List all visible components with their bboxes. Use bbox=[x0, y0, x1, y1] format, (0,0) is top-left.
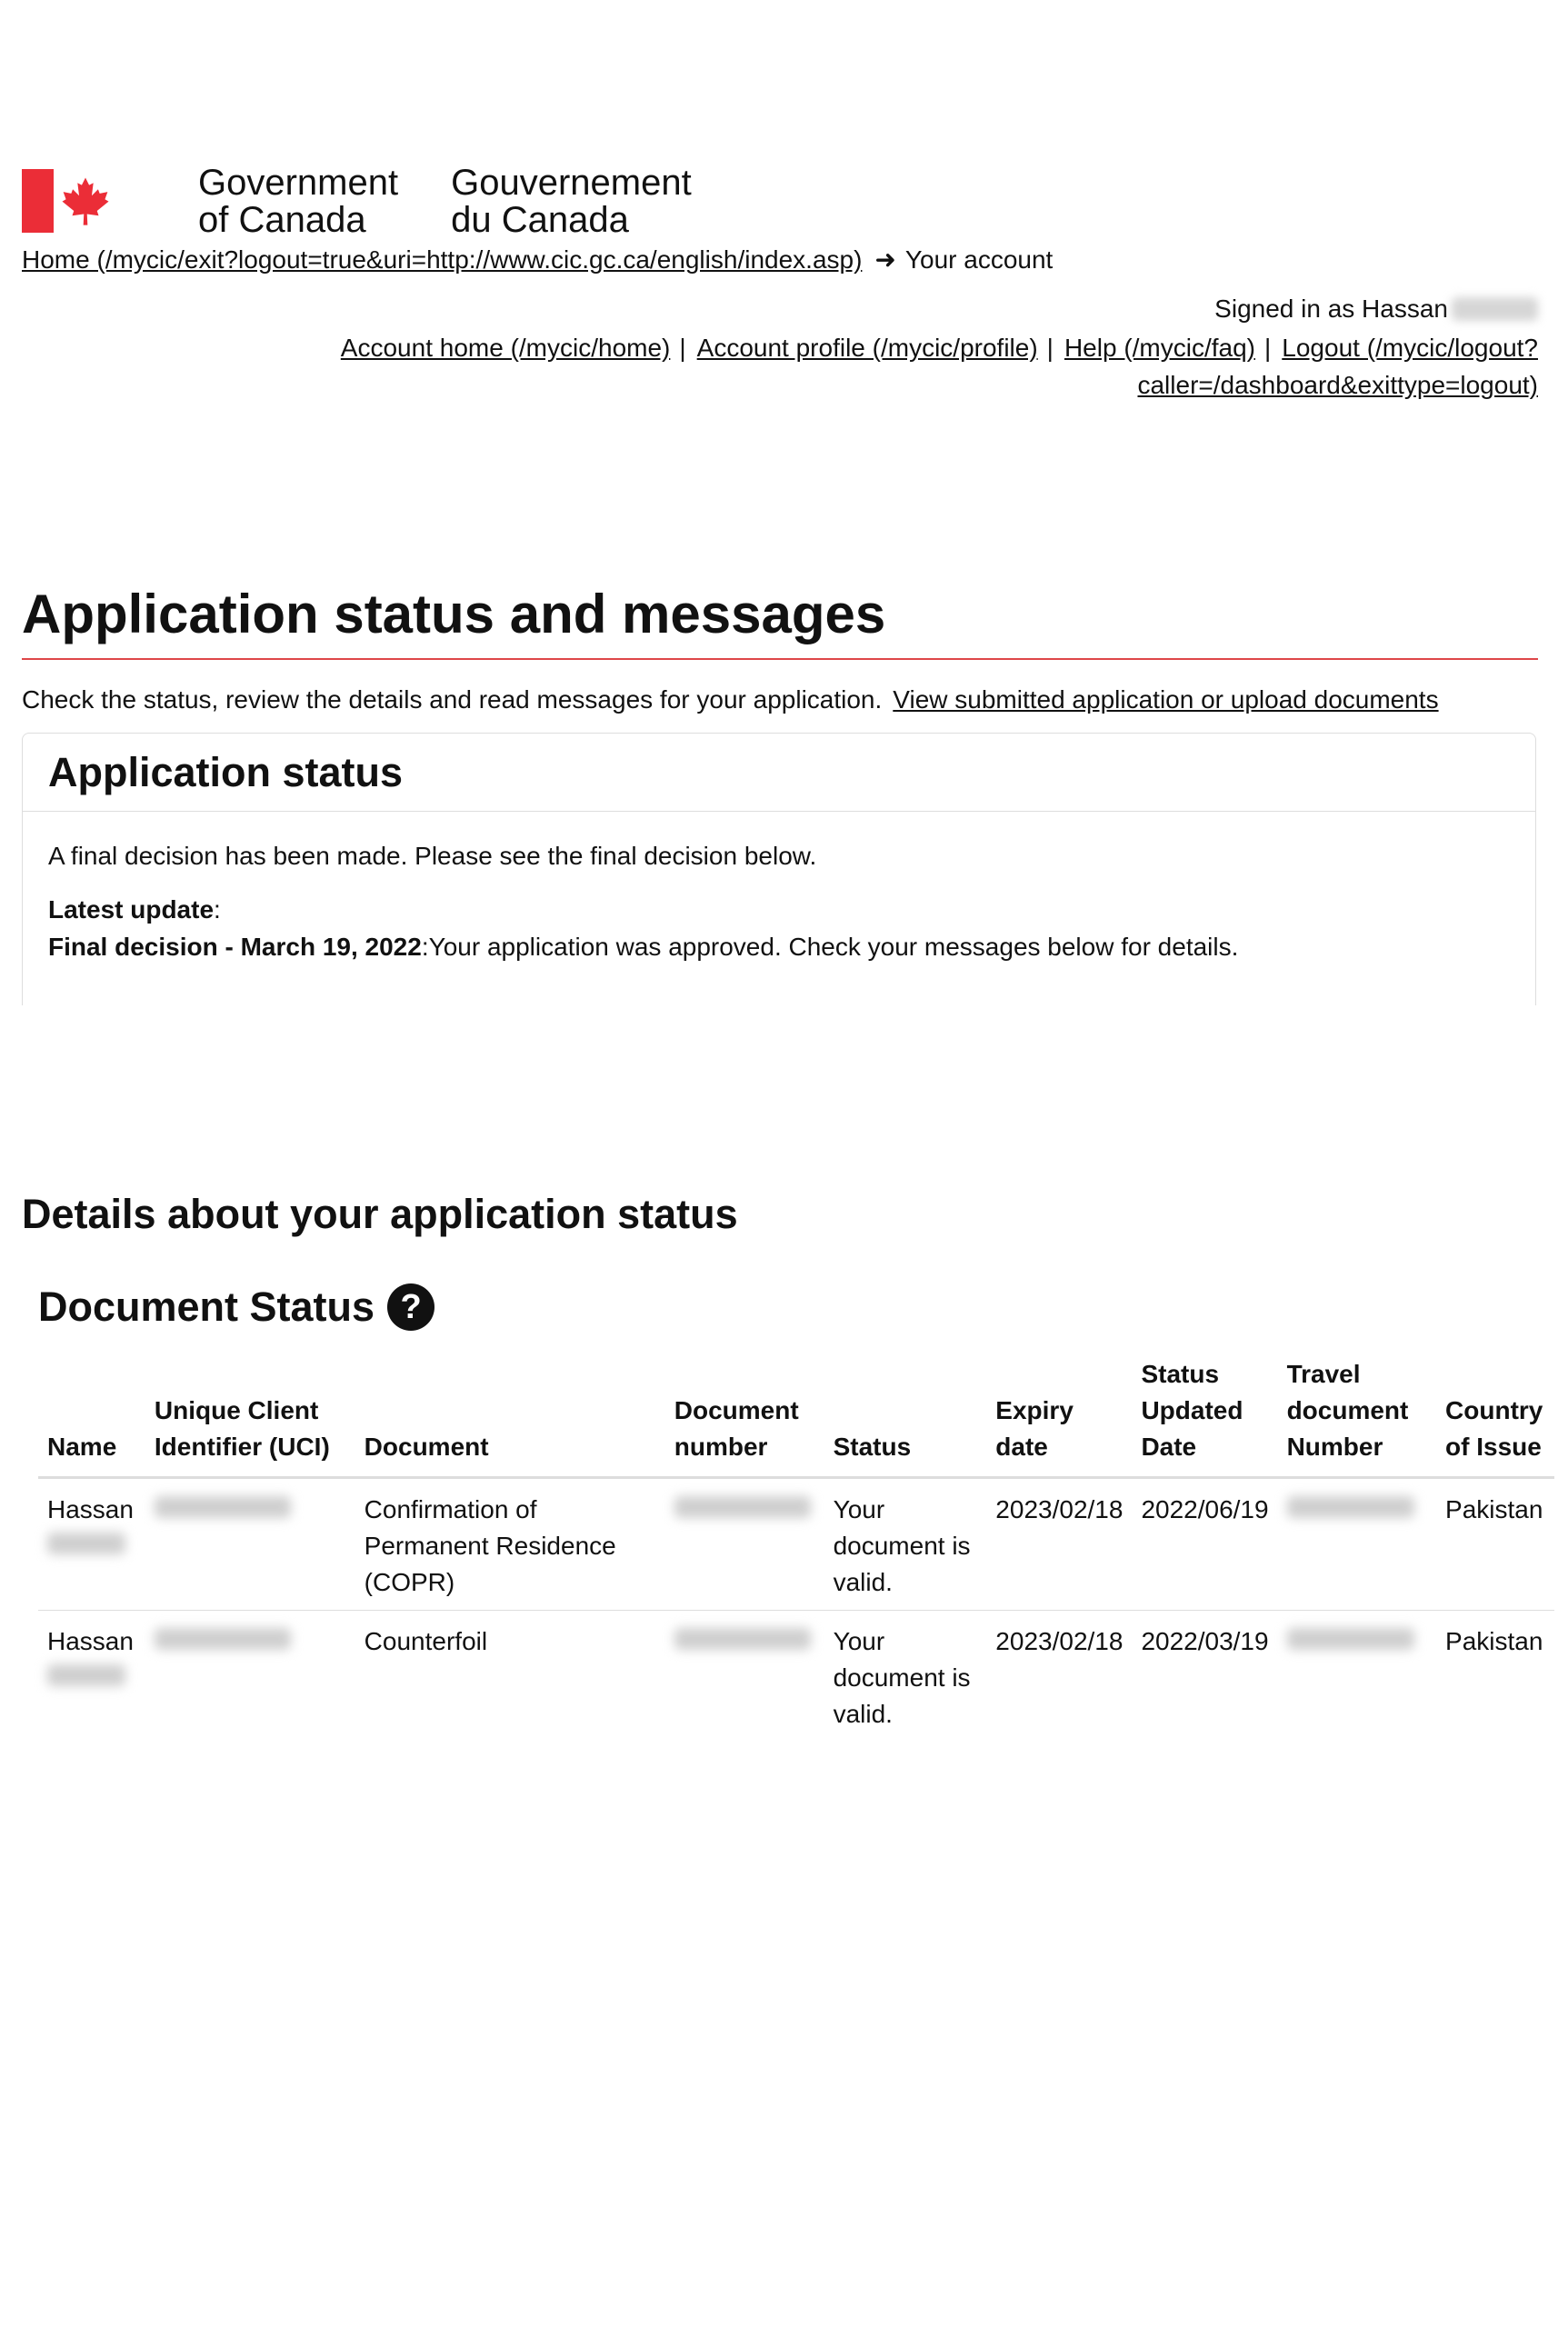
cell-expiry: 2023/02/18 bbox=[995, 1627, 1124, 1655]
table-header-row bbox=[38, 1356, 1554, 1479]
cell-document: Confirmation of Permanent Residence (COPR) bbox=[355, 1479, 665, 1611]
header-travel-document: Travel document Number bbox=[1278, 1356, 1436, 1479]
cell-document-number bbox=[665, 1479, 824, 1611]
redacted-value bbox=[1287, 1628, 1414, 1650]
cell-status-updated: 2022/03/19 bbox=[1141, 1627, 1269, 1655]
canada-flag bbox=[22, 169, 149, 233]
redacted-value bbox=[155, 1628, 291, 1650]
details-heading: Details about your application status bbox=[22, 1191, 738, 1237]
gov-en-line2: of Canada bbox=[198, 200, 366, 240]
application-status-panel bbox=[22, 733, 1536, 1005]
gov-en-line1: Government bbox=[198, 163, 399, 203]
cell-expiry: 2023/02/18 bbox=[986, 1479, 1132, 1611]
redacted-value bbox=[674, 1496, 811, 1518]
redacted-value bbox=[47, 1664, 125, 1686]
account-profile-link[interactable]: Account profile (/mycic/profile) bbox=[696, 334, 1038, 362]
final-decision-line bbox=[48, 928, 1510, 965]
redacted-value bbox=[674, 1628, 811, 1650]
government-signature bbox=[22, 160, 692, 244]
cell-country: Pakistan bbox=[1436, 1479, 1554, 1611]
latest-update-line bbox=[48, 891, 1510, 928]
redacted-value bbox=[155, 1496, 291, 1518]
breadcrumb-home-link[interactable]: Home (/mycic/exit?logout=true&uri=http://www.cic.gc.ca/english/index.asp) bbox=[22, 245, 863, 274]
nav-separator: | bbox=[1046, 334, 1054, 362]
panel-body bbox=[23, 812, 1535, 965]
redacted-surname bbox=[1452, 297, 1538, 321]
signed-in-info bbox=[1214, 293, 1538, 325]
cell-name bbox=[38, 1479, 145, 1611]
cell-travel-document bbox=[1278, 1611, 1436, 1742]
account-home-link[interactable]: Account home (/mycic/home) bbox=[340, 334, 671, 362]
signed-in-label: Signed in as Hassan bbox=[1214, 295, 1448, 323]
title-divider bbox=[22, 658, 1538, 660]
nav-separator: | bbox=[1264, 334, 1272, 362]
cell-status: Your document is valid. bbox=[833, 1627, 971, 1728]
application-status-heading: Application status bbox=[48, 749, 404, 795]
cell-document: Counterfoil bbox=[364, 1627, 488, 1655]
header-uci: Unique Client Identifier (UCI) bbox=[145, 1356, 355, 1479]
page-title: Application status and messages bbox=[22, 584, 886, 644]
name-first: Hassan bbox=[47, 1495, 134, 1523]
breadcrumb-current: Your account bbox=[904, 245, 1054, 274]
header-document-number: Document number bbox=[665, 1356, 824, 1479]
table-row bbox=[38, 1611, 1554, 1742]
logout-link[interactable]: Logout (/mycic/logout?caller=/dashboard&exittype=logout) bbox=[1137, 334, 1538, 399]
latest-update-colon: : bbox=[214, 895, 221, 924]
gov-fr-line2: du Canada bbox=[451, 200, 629, 240]
question-circle-icon[interactable]: ? bbox=[387, 1283, 434, 1331]
header-status: Status bbox=[824, 1356, 987, 1479]
header-name: Name bbox=[38, 1356, 145, 1479]
cell-status-updated: 2022/06/19 bbox=[1132, 1479, 1277, 1611]
cell-status: Your document is valid. bbox=[824, 1479, 987, 1611]
header-country: Country of Issue bbox=[1436, 1356, 1554, 1479]
header-document: Document bbox=[355, 1356, 665, 1479]
help-link[interactable]: Help (/mycic/faq) bbox=[1064, 334, 1255, 362]
redacted-value bbox=[1287, 1496, 1414, 1518]
document-status-title: Document Status bbox=[38, 1283, 375, 1330]
intro-text bbox=[22, 684, 1439, 716]
final-decision-label: Final decision - March 19, 2022 bbox=[48, 933, 422, 961]
header-status-updated: Status Updated Date bbox=[1132, 1356, 1277, 1479]
cell-country: Pakistan bbox=[1445, 1627, 1543, 1655]
gov-name-french bbox=[451, 165, 692, 239]
latest-update-label: Latest update bbox=[48, 895, 215, 924]
breadcrumb bbox=[22, 244, 1053, 276]
arrow-right-icon: ➜ bbox=[874, 245, 896, 274]
decision-text: A final decision has been made. Please see the final decision below. bbox=[48, 842, 817, 870]
cell-document-number bbox=[665, 1611, 824, 1742]
intro-description: Check the status, review the details and read messages for your application. bbox=[22, 685, 883, 714]
account-nav bbox=[265, 329, 1538, 404]
gov-name-english bbox=[198, 165, 398, 239]
cell-uci bbox=[145, 1611, 355, 1742]
table-row bbox=[38, 1479, 1554, 1611]
gov-fr-line1: Gouvernement bbox=[451, 163, 692, 203]
cell-uci bbox=[145, 1479, 355, 1611]
redacted-value bbox=[47, 1533, 125, 1554]
final-decision-text: :Your application was approved. Check your messages below for details. bbox=[421, 933, 1239, 961]
nav-separator: | bbox=[679, 334, 686, 362]
document-status-heading bbox=[38, 1282, 434, 1333]
cell-travel-document bbox=[1278, 1479, 1436, 1611]
document-status-table bbox=[38, 1356, 1554, 1742]
view-submitted-application-link[interactable]: View submitted application or upload documents bbox=[893, 685, 1439, 714]
header-expiry: Expiry date bbox=[986, 1356, 1132, 1479]
panel-heading bbox=[23, 734, 1535, 812]
cell-name bbox=[38, 1611, 145, 1742]
name-first: Hassan bbox=[47, 1627, 134, 1655]
maple-leaf-icon bbox=[59, 175, 112, 227]
